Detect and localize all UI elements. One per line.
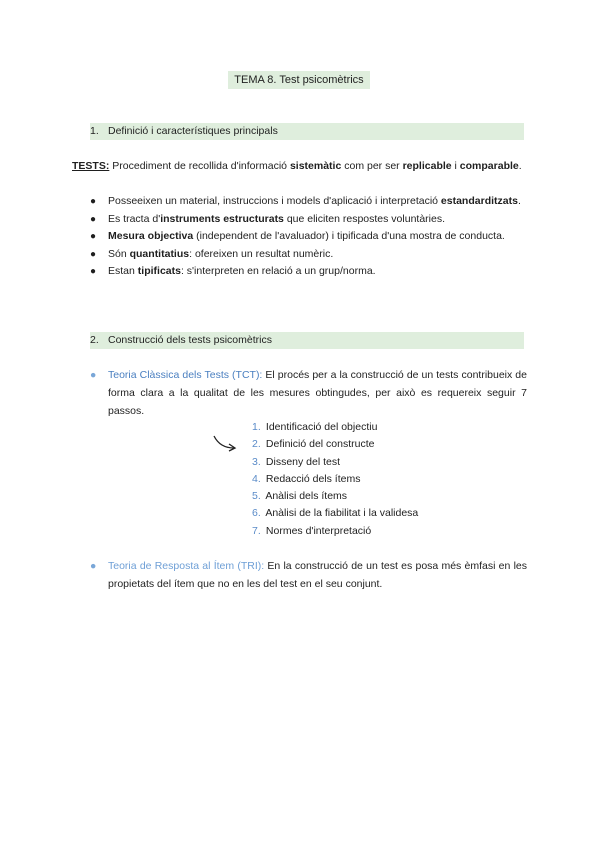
tri-text: En la construcció de un test es posa més èmfasi en les propietats del ítem que no en les del test en el seu conjunt.	[108, 560, 528, 590]
text: : ofereixen un resultat numèric.	[189, 247, 334, 260]
bold-text: instruments estructurats	[160, 212, 284, 225]
step-number: 3.	[252, 455, 261, 468]
text: Estan	[108, 265, 138, 277]
tri-paragraph	[90, 557, 527, 593]
text: .	[518, 160, 522, 172]
bullet-icon: ●	[90, 196, 97, 207]
term-tests: TESTS:	[72, 160, 110, 172]
section-number: 1.	[90, 125, 99, 137]
tests-definition	[72, 157, 527, 175]
bullet-icon: ●	[90, 248, 97, 260]
bold-text: Mesura objectiva	[108, 230, 194, 242]
list-item	[252, 488, 418, 505]
list-item	[252, 454, 418, 471]
section-heading-2	[90, 332, 524, 349]
bold-text: quantitatius	[129, 247, 190, 260]
step-label: Anàlisi dels ítems	[265, 490, 348, 503]
step-label: Definició del constructe	[265, 438, 375, 451]
text: Posseeixen un material, instruccions i models d'aplicació i interpretació	[108, 195, 441, 207]
text: : s'interpreten en relació a un grup/norma.	[180, 265, 376, 277]
step-label: Disseny del test	[265, 455, 341, 468]
list-item	[90, 193, 527, 211]
page-title: TEMA 8. Test psicomètrics	[228, 71, 370, 89]
bullet-icon: ●	[90, 213, 97, 225]
bold-text: comparable	[459, 160, 519, 172]
section-heading-1	[90, 123, 524, 140]
tct-text: El procés per a la construcció de un tests contribueix de forma clara a la qualitat de les mesures obtingudes, per això es requereix seguir 7 passos.	[108, 369, 527, 417]
list-item	[252, 419, 418, 436]
text: Procediment de recollida d'informació	[109, 160, 290, 172]
list-item	[252, 505, 418, 522]
list-item	[90, 263, 527, 281]
text: .	[517, 195, 521, 207]
step-number: 6.	[252, 507, 261, 520]
step-number: 1.	[252, 421, 261, 433]
text: que eliciten respostes voluntàries.	[283, 212, 445, 225]
tct-paragraph	[90, 366, 527, 420]
bold-text: replicable	[402, 160, 452, 172]
text: Són	[108, 247, 130, 260]
step-label: Anàlisi de la fiabilitat i la validesa	[265, 507, 419, 520]
bullet-icon: ●	[90, 266, 97, 277]
text: i	[451, 160, 460, 172]
step-label: Redacció dels ítems	[265, 472, 361, 485]
characteristics-list	[90, 193, 527, 281]
bold-text: estandarditzats	[440, 195, 518, 207]
tri-name: Teoria de Resposta al Ítem (TRI):	[108, 560, 265, 572]
bold-text: tipificats	[137, 265, 181, 277]
list-item	[252, 471, 418, 488]
step-label: Normes d'interpretació	[265, 524, 372, 537]
step-number: 4.	[252, 472, 261, 485]
section-label: Definició i característiques principals	[108, 125, 278, 137]
list-item	[252, 523, 418, 540]
bullet-icon: ●	[90, 231, 97, 242]
step-number: 7.	[252, 524, 261, 537]
step-label: Identificació del objectiu	[265, 421, 378, 433]
tct-name: Teoria Clàssica dels Tests (TCT):	[108, 369, 263, 381]
step-number: 2.	[252, 438, 261, 451]
text: (independent de l'avaluador) i tipificada d'una mostra de conducta.	[193, 230, 505, 242]
text: com per ser	[341, 160, 403, 172]
list-item	[90, 228, 527, 246]
bullet-icon: ●	[90, 369, 97, 381]
bold-text: sistemàtic	[289, 160, 342, 172]
bullet-icon: ●	[90, 560, 97, 572]
construction-steps-list	[252, 419, 418, 540]
list-item	[252, 436, 418, 453]
curved-arrow-icon	[212, 433, 238, 453]
text: Es tracta d'	[108, 212, 161, 225]
section-number: 2.	[90, 334, 99, 346]
list-item	[90, 246, 527, 264]
section-label: Construcció dels tests psicomètrics	[108, 334, 272, 346]
list-item	[90, 211, 527, 229]
step-number: 5.	[252, 490, 261, 503]
